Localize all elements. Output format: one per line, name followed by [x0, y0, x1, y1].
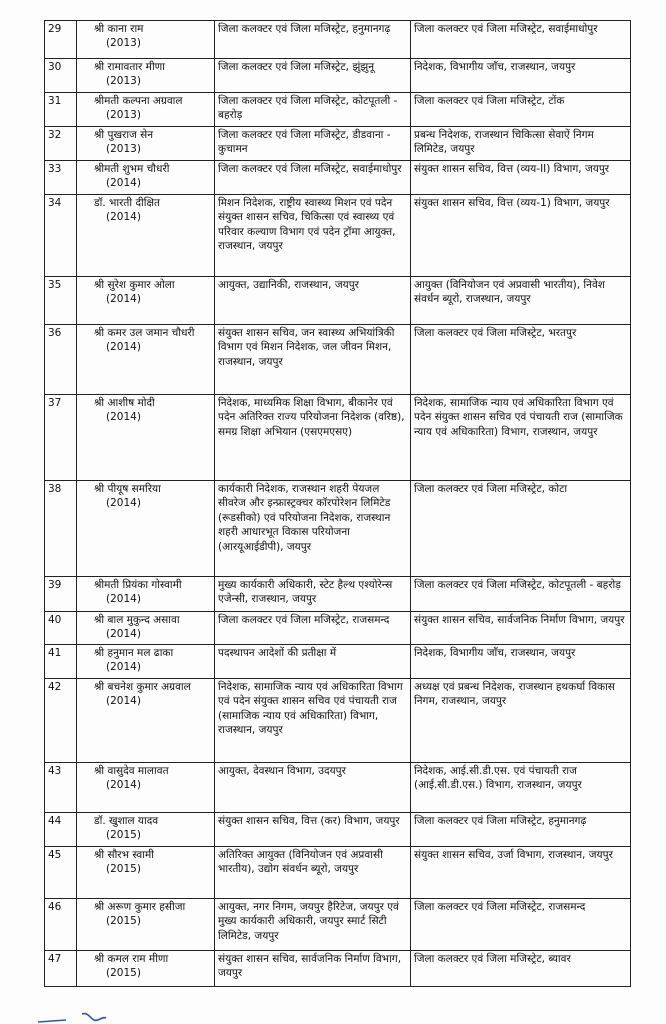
table-row	[45, 325, 631, 395]
serial-number: 46	[45, 899, 77, 951]
batch-year: (2014)	[106, 695, 141, 708]
serial-number: 40	[45, 612, 77, 645]
table-row	[45, 612, 631, 645]
current-posting: आयुक्त, नगर निगम, जयपुर हैरिटेज, जयपुर एवं मुख्य कार्यकारी अधिकारी, जयपुर स्मार्ट सिटी लिमिटेड, जयपुर	[215, 899, 411, 951]
current-posting: जिला कलक्टर एवं जिला मजिस्ट्रेट, सवाईमाधोपुर	[215, 161, 411, 195]
officer-name: श्री बचनेश कुमार अग्रवाल	[94, 681, 191, 693]
officer-cell	[77, 899, 215, 951]
current-posting: मुख्य कार्यकारी अधिकारी, स्टेट हैल्थ एश्योरेन्स एजेन्सी, राजस्थान, जयपुर	[215, 577, 411, 612]
current-posting: आयुक्त, देवस्थान विभाग, उदयपुर	[215, 763, 411, 813]
new-posting: जिला कलक्टर एवं जिला मजिस्ट्रेट, हनुमानगढ़	[411, 813, 631, 847]
officer-cell	[77, 277, 215, 325]
serial-number: 29	[45, 21, 77, 59]
officer-cell	[77, 395, 215, 481]
batch-year: (2014)	[106, 628, 141, 641]
batch-year: (2014)	[106, 661, 141, 674]
officer-name: श्री बाल मुकुन्द असावा	[94, 614, 180, 626]
batch-year: (2014)	[106, 177, 141, 190]
table-row	[45, 161, 631, 195]
new-posting: संयुक्त शासन सचिव, वित्त (व्यय-II) विभाग, जयपुर	[411, 161, 631, 195]
current-posting: आयुक्त, उद्यानिकी, राजस्थान, जयपुर	[215, 277, 411, 325]
officer-name: श्रीमती प्रियंका गोस्वामी	[94, 579, 182, 591]
serial-number: 44	[45, 813, 77, 847]
new-posting: संयुक्त शासन सचिव, वित्त (व्यय-1) विभाग, जयपुर	[411, 195, 631, 277]
officer-name: श्री कमर उल जमान चौधरी	[94, 327, 195, 339]
new-posting: जिला कलक्टर एवं जिला मजिस्ट्रेट, ब्यावर	[411, 951, 631, 987]
new-posting: निदेशक, विभागीय जाँच, राजस्थान, जयपुर	[411, 59, 631, 93]
transfer-list-table	[44, 20, 631, 987]
table-row	[45, 127, 631, 161]
new-posting: निदेशक, आई.सी.डी.एस. एवं पंचायती राज (आई.सी.डी.एस.) विभाग, राजस्थान, जयपुर	[411, 763, 631, 813]
serial-number: 30	[45, 59, 77, 93]
officer-cell	[77, 161, 215, 195]
serial-number: 32	[45, 127, 77, 161]
current-posting: जिला कलक्टर एवं जिला मजिस्ट्रेट, राजसमन्द	[215, 612, 411, 645]
current-posting: संयुक्त शासन सचिव, जन स्वास्थ्य अभियांत्रिकी विभाग एवं मिशन निदेशक, जल जीवन मिशन, राजस्थान, जयपुर	[215, 325, 411, 395]
current-posting: संयुक्त शासन सचिव, वित्त (कर) विभाग, जयपुर	[215, 813, 411, 847]
serial-number: 31	[45, 93, 77, 127]
new-posting: संयुक्त शासन सचिव, सार्वजनिक निर्माण विभाग, जयपुर	[411, 612, 631, 645]
batch-year: (2015)	[106, 967, 141, 980]
table-row	[45, 195, 631, 277]
new-posting: जिला कलक्टर एवं जिला मजिस्ट्रेट, कोटा	[411, 481, 631, 577]
serial-number: 45	[45, 847, 77, 899]
table-row	[45, 277, 631, 325]
serial-number: 34	[45, 195, 77, 277]
new-posting: संयुक्त शासन सचिव, उर्जा विभाग, राजस्थान, जयपुर	[411, 847, 631, 899]
officer-name: श्री काना राम	[94, 23, 144, 35]
current-posting: निदेशक, माध्यमिक शिक्षा विभाग, बीकानेर एवं पदेन अतिरिक्त राज्य परियोजना निदेशक (वरिष्ठ), समग्र शिक्षा अभियान (एसएमएसए)	[215, 395, 411, 481]
officer-name: श्रीमती शुभम चौधरी	[94, 163, 170, 175]
officer-name: श्री सौरभ स्वामी	[94, 849, 154, 861]
officer-cell	[77, 847, 215, 899]
new-posting: प्रबन्ध निदेशक, राजस्थान चिकित्सा सेवाऐं निगम लिमिटेड, जयपुर	[411, 127, 631, 161]
officer-cell	[77, 612, 215, 645]
officer-name: श्री कमल राम मीणा	[94, 953, 169, 965]
current-posting: अतिरिक्त आयुक्त (विनियोजन एवं अप्रवासी भारतीय), उद्योग संवर्धन ब्यूरो, जयपुर	[215, 847, 411, 899]
officer-name: श्री आशीष मोदी	[94, 397, 155, 409]
officer-cell	[77, 951, 215, 987]
new-posting: जिला कलक्टर एवं जिला मजिस्ट्रेट, राजसमन्द	[411, 899, 631, 951]
current-posting: कार्यकारी निदेशक, राजस्थान शहरी पेयजल सीवरेज और इन्फ्रास्ट्रक्चर कॉरपोरेशन लिमिटेड (रूडसीको) एवं परियोजना निदेशक, राजस्थान शहरी आधारभूत विकास परियोजना (आरयूआईडीपी), जयपुर	[215, 481, 411, 577]
batch-year: (2013)	[106, 109, 141, 122]
officer-cell	[77, 813, 215, 847]
batch-year: (2015)	[106, 915, 141, 928]
new-posting: निदेशक, विभागीय जाँच, राजस्थान, जयपुर	[411, 645, 631, 679]
officer-name: श्री अरूण कुमार हसीजा	[94, 901, 186, 913]
officer-cell	[77, 679, 215, 763]
table-row	[45, 951, 631, 987]
officer-name: श्री वासुदेव मालावत	[94, 765, 169, 777]
table-row	[45, 847, 631, 899]
table-row	[45, 645, 631, 679]
officer-cell	[77, 21, 215, 59]
serial-number: 37	[45, 395, 77, 481]
current-posting: जिला कलक्टर एवं जिला मजिस्ट्रेट, डीडवाना - कुचामन	[215, 127, 411, 161]
new-posting: आयुक्त (विनियोजन एवं अप्रवासी भारतीय), निवेश संवर्धन ब्यूरो, राजस्थान, जयपुर	[411, 277, 631, 325]
current-posting: निदेशक, सामाजिक न्याय एवं अधिकारिता विभाग एवं पदेन संयुक्त शासन सचिव एवं पंचायती राज (सामाजिक न्याय एवं अधिकारिता) विभाग, राजस्थान, जयपुर	[215, 679, 411, 763]
officer-name: श्री रामावतार मीणा	[94, 61, 165, 73]
table-body	[45, 21, 631, 987]
batch-year: (2014)	[106, 341, 141, 354]
table-row	[45, 21, 631, 59]
serial-number: 33	[45, 161, 77, 195]
officer-cell	[77, 763, 215, 813]
batch-year: (2013)	[106, 143, 141, 156]
serial-number: 41	[45, 645, 77, 679]
batch-year: (2015)	[106, 829, 141, 842]
current-posting: पदस्थापन आदेशों की प्रतीक्षा में	[215, 645, 411, 679]
new-posting: जिला कलक्टर एवं जिला मजिस्ट्रेट, कोटपूतली - बहरोड़	[411, 577, 631, 612]
officer-cell	[77, 325, 215, 395]
table-row	[45, 577, 631, 612]
current-posting: जिला कलक्टर एवं जिला मजिस्ट्रेट, कोटपूतली - बहरोड़	[215, 93, 411, 127]
serial-number: 36	[45, 325, 77, 395]
new-posting: जिला कलक्टर एवं जिला मजिस्ट्रेट, सवाईमाधोपुर	[411, 21, 631, 59]
officer-name: डॉ. भारती दीक्षित	[94, 197, 160, 209]
new-posting: निदेशक, सामाजिक न्याय एवं अधिकारिता विभाग एवं पदेन संयुक्त शासन सचिव एवं पंचायती राज (सामाजिक न्याय एवं अधिकारिता) विभाग, राजस्थान, जयपुर	[411, 395, 631, 481]
officer-cell	[77, 127, 215, 161]
serial-number: 35	[45, 277, 77, 325]
officer-name: डॉ. खुशाल यादव	[94, 815, 159, 827]
batch-year: (2014)	[106, 593, 141, 606]
table-row	[45, 899, 631, 951]
batch-year: (2013)	[106, 37, 141, 50]
batch-year: (2014)	[106, 411, 141, 424]
officer-cell	[77, 577, 215, 612]
table-row	[45, 93, 631, 127]
officer-name: श्री पीयूष समरिया	[94, 483, 161, 495]
serial-number: 47	[45, 951, 77, 987]
serial-number: 38	[45, 481, 77, 577]
officer-name: श्री सुरेश कुमार ओला	[94, 279, 175, 291]
table-row	[45, 395, 631, 481]
officer-cell	[77, 195, 215, 277]
table-row	[45, 679, 631, 763]
officer-cell	[77, 93, 215, 127]
table-row	[45, 813, 631, 847]
new-posting: जिला कलक्टर एवं जिला मजिस्ट्रेट, टोंक	[411, 93, 631, 127]
new-posting: जिला कलक्टर एवं जिला मजिस्ट्रेट, भरतपुर	[411, 325, 631, 395]
officer-name: श्री हनुमान मल ढाका	[94, 647, 174, 659]
batch-year: (2014)	[106, 211, 141, 224]
officer-name: श्रीमती कल्पना अग्रवाल	[94, 95, 183, 107]
current-posting: जिला कलक्टर एवं जिला मजिस्ट्रेट, झुंझुनू	[215, 59, 411, 93]
officer-cell	[77, 481, 215, 577]
officer-name: श्री पुखराज सेन	[94, 129, 154, 141]
current-posting: संयुक्त शासन सचिव, सार्वजनिक निर्माण विभाग, जयपुर	[215, 951, 411, 987]
table-row	[45, 59, 631, 93]
batch-year: (2014)	[106, 293, 141, 306]
officer-cell	[77, 645, 215, 679]
officer-cell	[77, 59, 215, 93]
table-row	[45, 763, 631, 813]
signature-mark	[36, 1010, 136, 1024]
serial-number: 42	[45, 679, 77, 763]
batch-year: (2015)	[106, 863, 141, 876]
serial-number: 39	[45, 577, 77, 612]
batch-year: (2014)	[106, 497, 141, 510]
batch-year: (2013)	[106, 75, 141, 88]
current-posting: जिला कलक्टर एवं जिला मजिस्ट्रेट, हनुमानगढ़	[215, 21, 411, 59]
batch-year: (2014)	[106, 779, 141, 792]
serial-number: 43	[45, 763, 77, 813]
current-posting: मिशन निदेशक, राष्ट्रीय स्वास्थ्य मिशन एवं पदेन संयुक्त शासन सचिव, चिकित्सा एवं स्वास्थ्य एवं परिवार कल्याण विभाग एवं पदेन ट्रॉमा आयुक्त, राजस्थान, जयपुर	[215, 195, 411, 277]
table-row	[45, 481, 631, 577]
new-posting: अध्यक्ष एवं प्रबन्ध निदेशक, राजस्थान हथकर्घा विकास निगम, राजस्थान, जयपुर	[411, 679, 631, 763]
